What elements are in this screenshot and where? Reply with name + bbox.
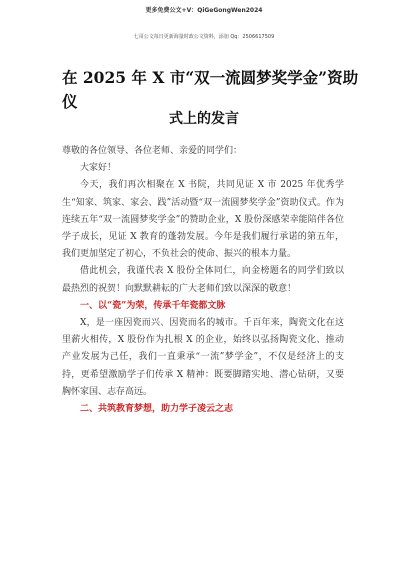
document-title: 在 2025 年 X 市“双一流圆梦奖学金”资助仪 — [62, 68, 359, 111]
salutation: 尊敬的各位领导、各位老师、亲爱的同学们： — [62, 146, 243, 156]
section-heading-2: 二、共筑教育梦想，助力学子凌云之志 — [80, 404, 234, 415]
header-promo-line: 更多免费公文+V：QiGeGongWen2024 — [145, 7, 263, 14]
document-body — [62, 143, 344, 418]
paragraph-culture: X，是一座因瓷而兴、因瓷而名的城市。千百年来，陶瓷文化在这里薪火相传，X 股份作为扎根 X 的企业，始终以弘扬陶瓷文化、推动产业发展为己任，我们一直秉承“一流”梦学金”，不仅是经济上的支持，更希望激励学子们传承 X 精神：既要脚踏实地、潜心钻研，又要胸怀家国、志存高远。 — [62, 318, 344, 397]
greeting: 大家好！ — [80, 163, 117, 174]
paragraph-thanks: 借此机会，我谨代表 X 股份全体同仁，向金榜题名的同学们致以最热烈的祝贺！向默默耕耘的广大老师们致以深深的敬意！ — [62, 266, 344, 294]
paragraph-intro: 今天，我们再次相聚在 X 书院，共同见证 X 市 2025 年优秀学生“知家、筑家、家会、践”活动暨“双一流圆梦奖学金”资助仪式。作为连续五年“双一流圆梦奖学金”的赞助企业，X 股份深感荣幸能陪伴各位学子成长，见证 X 教育的蓬勃发展。今年是我们履行承诺的第五年，我们更加坚定了初心，不负社会的使命、振兴的根本力量。 — [62, 180, 344, 260]
header-contact-line: 七哥公文每日更新海量时政公文资料，添加 Qq：2506617509 — [133, 34, 275, 40]
document-subtitle: 式上的发言 — [169, 111, 239, 127]
section-heading-1: 一、以“瓷”为荣，传承千年瓷都文脉 — [80, 300, 226, 311]
